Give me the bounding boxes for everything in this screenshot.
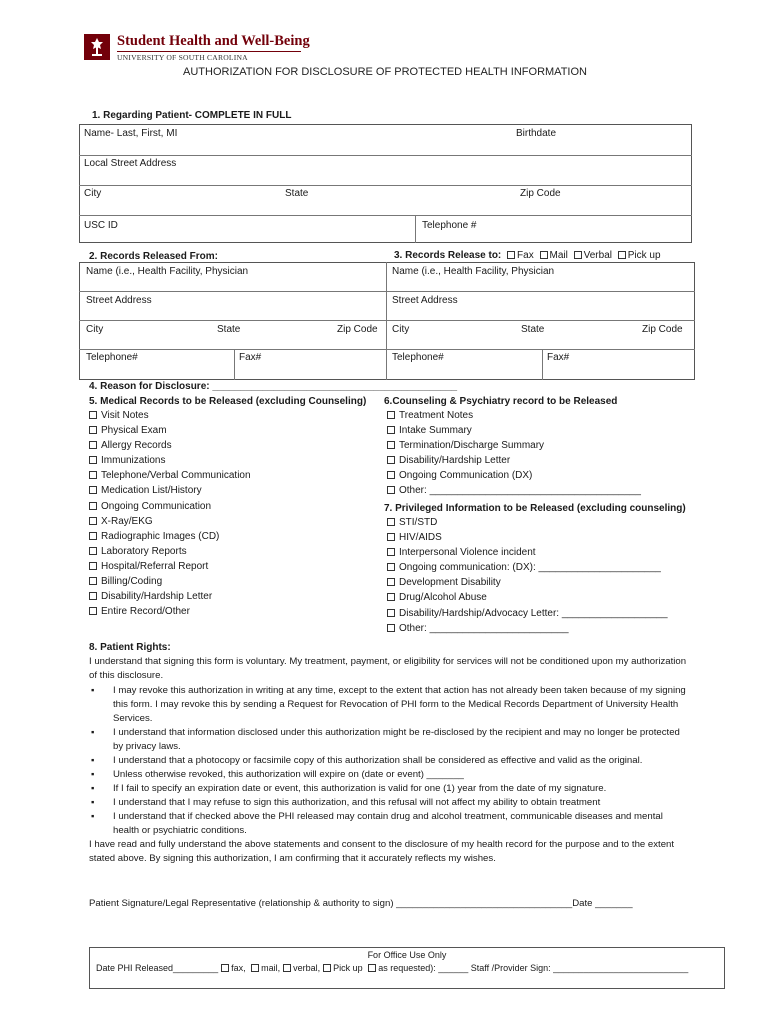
item-label: Allergy Records — [101, 440, 172, 452]
rights-closing: I have read and fully understand the above statements and consent to the disclosure of my health record for the purpose and to the extent stated above. By signing this authorization, I am confirming that it accurately reflects my wishes. — [89, 839, 675, 864]
release-mail-label: Mail — [549, 250, 568, 261]
checkbox[interactable] — [89, 517, 97, 525]
item-label: Other: _________________________ — [399, 622, 569, 634]
section3-heading: 3. Records Release to: — [394, 250, 502, 261]
list-item[interactable] — [387, 423, 687, 438]
checkbox[interactable] — [89, 411, 97, 419]
to-zip-label[interactable]: Zip Code — [642, 324, 683, 335]
from-telephone-label[interactable]: Telephone# — [86, 352, 138, 363]
item-label: Treatment Notes — [399, 410, 474, 421]
checkbox[interactable] — [387, 578, 395, 586]
list-item[interactable] — [387, 515, 687, 530]
section8-heading: 8. Patient Rights: — [89, 642, 171, 653]
from-city-label[interactable]: City — [86, 324, 104, 335]
section6-heading: 6.Counseling & Psychiatry record to be Released — [384, 396, 618, 407]
divider — [79, 291, 695, 292]
patient-uscid-label[interactable]: USC ID — [84, 220, 118, 231]
list-item[interactable] — [89, 483, 379, 498]
item-label: Hospital/Referral Report — [101, 560, 209, 572]
list-item[interactable] — [89, 589, 379, 604]
to-fax-label[interactable]: Fax# — [547, 352, 570, 363]
item-label: Other: ______________________________________ — [399, 485, 641, 497]
office-verbal-label: verbal, — [293, 963, 321, 973]
divider — [542, 349, 543, 380]
divider — [234, 349, 235, 380]
checkbox[interactable] — [387, 563, 395, 571]
divider — [79, 155, 692, 156]
bullet-icon: ▪ — [91, 727, 95, 738]
office-pickup-checkbox[interactable] — [323, 964, 331, 972]
item-label: Radiographic Images (CD) — [101, 530, 220, 542]
item-label: Immunizations — [101, 455, 166, 467]
list-item[interactable] — [387, 621, 687, 636]
checkbox[interactable] — [89, 592, 97, 600]
item-label: Visit Notes — [101, 410, 149, 421]
from-street-label[interactable]: Street Address — [86, 295, 152, 306]
office-use-box — [89, 947, 725, 989]
divider — [386, 262, 387, 380]
patient-state-label[interactable]: State — [285, 188, 309, 199]
item-label: Billing/Coding — [101, 576, 163, 588]
checkbox[interactable] — [387, 609, 395, 617]
item-label: Ongoing Communication — [101, 500, 212, 512]
staff-sign-label[interactable]: Staff /Provider Sign: ___________________________ — [470, 963, 689, 973]
from-state-label[interactable]: State — [217, 324, 241, 335]
bullet-icon: ▪ — [91, 783, 95, 794]
to-state-label[interactable]: State — [521, 324, 545, 335]
item-label: Telephone/Verbal Communication — [101, 470, 251, 482]
release-pickup-checkbox[interactable] — [618, 251, 626, 259]
divider — [79, 215, 692, 216]
office-fax-checkbox[interactable] — [221, 964, 229, 972]
document-title: AUTHORIZATION FOR DISCLOSURE OF PROTECTED HEALTH INFORMATION — [183, 66, 587, 78]
signature-line[interactable]: Patient Signature/Legal Representative (relationship & authority to sign) _________________________________Date _______ — [89, 898, 633, 909]
from-fax-label[interactable]: Fax# — [239, 352, 262, 363]
divider — [79, 185, 692, 186]
list-item[interactable] — [89, 453, 379, 468]
to-street-label[interactable]: Street Address — [392, 295, 458, 306]
list-item[interactable] — [89, 559, 379, 574]
item-label: Drug/Alcohol Abuse — [399, 592, 487, 604]
office-row — [96, 963, 724, 973]
office-as-requested-label: as requested): ______ — [378, 963, 469, 973]
checkbox[interactable] — [89, 426, 97, 434]
patient-street-label[interactable]: Local Street Address — [84, 158, 177, 169]
list-item[interactable] — [387, 575, 687, 590]
release-pickup-label: Pick up — [627, 250, 661, 261]
section7-heading: 7. Privileged Information to be Released (excluding counseling) — [384, 503, 686, 514]
bullet-text: I understand that I may refuse to sign this authorization, and this refusal will not affect my ability to obtain treatment — [113, 797, 601, 808]
list-item[interactable] — [387, 590, 687, 605]
bullet-icon: ▪ — [91, 769, 95, 780]
patient-rights-bullets — [89, 684, 689, 866]
brand-title: Student Health and Well-Being — [117, 33, 310, 49]
to-name-label[interactable]: Name (i.e., Health Facility, Physician — [392, 266, 555, 277]
medical-records-list — [89, 408, 379, 619]
item-label: Development Disability — [399, 577, 501, 589]
checkbox[interactable] — [387, 624, 395, 632]
list-item[interactable] — [387, 483, 687, 498]
office-mail-checkbox[interactable] — [251, 964, 259, 972]
section3-heading-row — [394, 250, 661, 261]
release-mail-checkbox[interactable] — [540, 251, 548, 259]
list-item[interactable] — [387, 545, 687, 560]
checkbox[interactable] — [387, 411, 395, 419]
rights-bullet — [89, 768, 689, 782]
section2-heading: 2. Records Released From: — [89, 251, 218, 262]
item-label: STI/STD — [399, 517, 438, 528]
list-item[interactable] — [89, 408, 379, 423]
checkbox[interactable] — [387, 486, 395, 494]
list-item[interactable] — [89, 514, 379, 529]
item-label: Ongoing communication: (DX): ______________________ — [399, 562, 661, 574]
item-label: Medication List/History — [101, 485, 202, 497]
checkbox[interactable] — [89, 607, 97, 615]
list-item[interactable] — [89, 574, 379, 589]
release-fax-checkbox[interactable] — [507, 251, 515, 259]
checkbox[interactable] — [387, 426, 395, 434]
checkbox[interactable] — [89, 502, 97, 510]
list-item[interactable] — [387, 530, 687, 545]
divider — [79, 320, 695, 321]
date-released-label[interactable]: Date PHI Released_________ — [96, 963, 219, 973]
list-item[interactable] — [387, 408, 687, 423]
release-verbal-label: Verbal — [583, 250, 612, 261]
item-label: Ongoing Communication (DX) — [399, 470, 533, 482]
release-fax-label: Fax — [517, 250, 534, 261]
office-as-requested-checkbox[interactable] — [368, 964, 376, 972]
checkbox[interactable] — [387, 456, 395, 464]
checkbox[interactable] — [89, 486, 97, 494]
from-name-label[interactable]: Name (i.e., Health Facility, Physician — [86, 266, 249, 277]
list-item[interactable] — [387, 438, 687, 453]
bullet-icon: ▪ — [91, 797, 95, 808]
from-zip-label[interactable]: Zip Code — [337, 324, 378, 335]
item-label: HIV/AIDS — [399, 532, 442, 544]
list-item[interactable] — [89, 499, 379, 514]
office-heading: For Office Use Only — [367, 950, 447, 960]
section5-heading: 5. Medical Records to be Released (excluding Counseling) — [89, 396, 367, 407]
item-label: Intake Summary — [399, 425, 472, 437]
rights-bullet — [89, 810, 689, 838]
checkbox[interactable] — [89, 562, 97, 570]
checkbox[interactable] — [387, 518, 395, 526]
rights-bullet — [89, 782, 689, 796]
patient-birthdate-label[interactable]: Birthdate — [516, 128, 557, 139]
section1-heading: 1. Regarding Patient- COMPLETE IN FULL — [92, 110, 292, 121]
list-item[interactable] — [387, 468, 687, 483]
checkbox[interactable] — [89, 577, 97, 585]
bullet-text: I understand that a photocopy or facsimile copy of this authorization shall be considered as effective and valid as the original. — [113, 755, 643, 766]
release-verbal-checkbox[interactable] — [574, 251, 582, 259]
bullet-icon: ▪ — [91, 685, 95, 696]
item-label: Termination/Discharge Summary — [399, 440, 545, 452]
rights-bullet — [89, 754, 689, 768]
list-item[interactable] — [89, 468, 379, 483]
usc-logo — [84, 34, 110, 60]
item-label: X-Ray/EKG — [101, 515, 153, 527]
divider — [415, 215, 416, 243]
list-item[interactable] — [89, 438, 379, 453]
checkbox[interactable] — [89, 456, 97, 464]
bullet-icon: ▪ — [91, 755, 95, 766]
item-label: Entire Record/Other — [101, 606, 190, 618]
brand-subtitle: UNIVERSITY OF SOUTH CAROLINA — [117, 53, 248, 62]
patient-name-label[interactable]: Name- Last, First, MI — [84, 128, 178, 139]
bullet-icon: ▪ — [91, 811, 95, 822]
office-pickup-label: Pick up — [333, 963, 363, 973]
patient-info-box — [79, 124, 692, 243]
to-telephone-label[interactable]: Telephone# — [392, 352, 444, 363]
section4-heading[interactable]: 4. Reason for Disclosure: ____________________________________________ — [89, 381, 458, 392]
list-item[interactable] — [89, 529, 379, 544]
rights-bullet — [89, 726, 689, 754]
patient-zip-label[interactable]: Zip Code — [520, 188, 561, 199]
item-label: Interpersonal Violence incident — [399, 547, 536, 559]
bullet-text: I understand that information disclosed under this authorization might be re-disclosed by the recipient and may no longer be protected by privacy laws. — [113, 727, 680, 752]
office-fax-label: fax, — [231, 963, 246, 973]
divider — [79, 349, 695, 350]
checkbox[interactable] — [89, 547, 97, 555]
rights-bullet — [89, 796, 689, 810]
checkbox[interactable] — [89, 532, 97, 540]
checkbox[interactable] — [387, 593, 395, 601]
privileged-info-list — [387, 515, 687, 636]
patient-telephone-label[interactable]: Telephone # — [422, 220, 477, 231]
records-box — [79, 262, 695, 380]
list-item[interactable] — [89, 604, 379, 619]
brand-rule — [117, 51, 301, 52]
checkbox[interactable] — [387, 548, 395, 556]
item-label: Physical Exam — [101, 425, 167, 437]
office-mail-label: mail, — [261, 963, 281, 973]
bullet-text: If I fail to specify an expiration date or event, this authorization is valid for one (1) year from the date of my signature. — [113, 783, 607, 794]
patient-city-label[interactable]: City — [84, 188, 102, 199]
list-item[interactable] — [89, 544, 379, 559]
patient-rights-intro: I understand that signing this form is voluntary. My treatment, payment, or eligibility for services will not be conditioned upon my authorization of this disclosure. — [89, 656, 687, 681]
bullet-text: I may revoke this authorization in writing at any time, except to the extent that action has not already been taken because of my signing this form. I may revoke this by sending a Request for Revocation of PHI form to the Medical Records Department of University Health Services. — [113, 685, 686, 724]
rights-bullet — [89, 684, 689, 726]
item-label: Disability/Hardship Letter — [101, 591, 213, 603]
list-item[interactable] — [387, 606, 687, 621]
checkbox[interactable] — [89, 441, 97, 449]
to-city-label[interactable]: City — [392, 324, 410, 335]
list-item[interactable] — [387, 453, 687, 468]
list-item[interactable] — [387, 560, 687, 575]
checkbox[interactable] — [387, 533, 395, 541]
checkbox[interactable] — [89, 471, 97, 479]
checkbox[interactable] — [387, 471, 395, 479]
item-label: Disability/Hardship Letter — [399, 455, 511, 467]
bullet-text: Unless otherwise revoked, this authorization will expire on (date or event) _______ — [113, 769, 464, 780]
office-verbal-checkbox[interactable] — [283, 964, 291, 972]
item-label: Disability/Hardship/Advocacy Letter: ___________________ — [399, 607, 668, 619]
counseling-records-list — [387, 408, 687, 499]
item-label: Laboratory Reports — [101, 545, 187, 557]
bullet-text: I understand that if checked above the PHI released may contain drug and alcohol treatment, communicable diseases and mental health or psychiatric conditions. — [113, 811, 663, 836]
checkbox[interactable] — [387, 441, 395, 449]
list-item[interactable] — [89, 423, 379, 438]
